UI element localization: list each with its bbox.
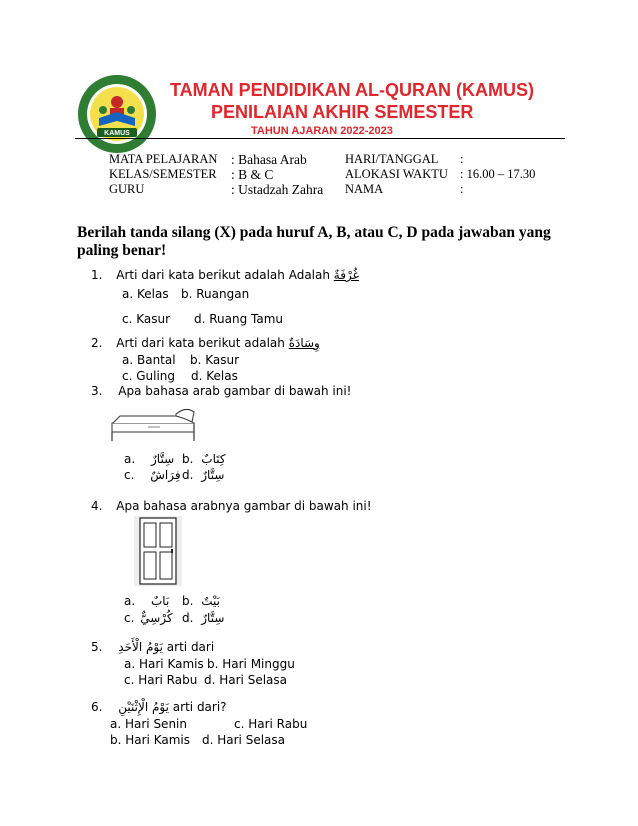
question-number: 2. xyxy=(91,336,103,350)
question-text: Arti dari kata berikut adalah xyxy=(116,336,285,350)
info-row xyxy=(345,167,535,182)
door-image xyxy=(134,516,182,586)
option-d: d. Kelas xyxy=(191,369,238,383)
question-text: arti dari xyxy=(166,640,215,654)
info-right-table xyxy=(345,152,535,197)
option-c: c. Hari Rabu xyxy=(124,673,198,687)
question-5 xyxy=(91,640,214,654)
question-4 xyxy=(91,499,372,513)
option-label: d. xyxy=(182,468,194,482)
header-title-line2: PENILAIAN AKHIR SEMESTER xyxy=(211,102,474,122)
option-arabic: سِتَّارٌ xyxy=(151,452,175,466)
option-d: d. Hari Selasa xyxy=(202,733,285,747)
question-text: Apa bahasa arabnya gambar di bawah ini! xyxy=(116,499,372,513)
option-b: b. Hari Kamis xyxy=(110,733,190,747)
option-label: c. xyxy=(124,468,135,482)
question-number: 5. xyxy=(91,640,103,654)
question-3 xyxy=(91,384,351,398)
option-d: d. Hari Selasa xyxy=(204,673,287,687)
option-label: c. xyxy=(124,611,135,625)
question-2 xyxy=(91,336,320,350)
info-row xyxy=(345,182,535,197)
header-title-line1: TAMAN PENDIDIKAN AL-QURAN (KAMUS) xyxy=(170,80,534,100)
option-arabic: كِتَابٌ xyxy=(201,452,226,466)
info-value: : Ustadzah Zahra xyxy=(231,182,324,197)
option-d xyxy=(182,468,224,482)
arabic-word: يَوْمُ الْأَحَدِ xyxy=(118,640,163,654)
arabic-word: يَوْمُ الْإِثْنَيْنِ xyxy=(118,700,169,714)
info-label: HARI/TANGGAL xyxy=(345,152,439,166)
option-a: a. Hari Senin xyxy=(110,717,187,731)
option-arabic: كُرْسِيٌّ xyxy=(140,611,173,625)
option-c: c. Kasur xyxy=(122,312,171,326)
info-label: ALOKASI WAKTU xyxy=(345,167,448,181)
option-label: a. xyxy=(124,452,136,466)
info-left-table xyxy=(109,152,323,197)
option-label: d. xyxy=(182,611,194,625)
question-6 xyxy=(91,700,227,714)
question-number: 1. xyxy=(91,268,103,282)
question-1 xyxy=(91,268,359,282)
arabic-word: غُرْفَةٌ xyxy=(333,268,359,282)
option-b xyxy=(182,594,220,608)
info-label: KELAS/SEMESTER xyxy=(109,167,217,181)
option-a: a. Hari Kamis xyxy=(124,657,204,671)
option-arabic: سِتَّارٌ xyxy=(201,468,225,482)
arabic-word: وِسَادَةٌ xyxy=(288,336,320,350)
question-number: 4. xyxy=(91,499,103,513)
option-c xyxy=(124,611,173,625)
question-text: arti dari? xyxy=(172,700,227,714)
option-label: a. xyxy=(124,594,136,608)
info-row xyxy=(345,152,535,167)
info-label: MATA PELAJARAN xyxy=(109,152,218,166)
instruction-line1: Berilah tanda silang (X) pada huruf A, B, atau C, D pada jawaban yang xyxy=(77,224,551,241)
question-text: Apa bahasa arab gambar di bawah ini! xyxy=(118,384,352,398)
option-a: a. Bantal xyxy=(122,353,176,367)
option-c: c. Hari Rabu xyxy=(234,717,308,731)
option-label: b. xyxy=(182,594,194,608)
option-b xyxy=(182,452,226,466)
question-text: Arti dari kata berikut adalah Adalah xyxy=(116,268,330,282)
option-c xyxy=(124,468,181,482)
option-a xyxy=(124,594,169,608)
info-value: : xyxy=(460,182,464,196)
option-d xyxy=(182,611,224,625)
option-arabic: بَيْتٌ xyxy=(201,594,221,608)
bed-image xyxy=(108,402,198,442)
option-label: b. xyxy=(182,452,194,466)
option-arabic: فِرَاشٌ xyxy=(150,468,181,482)
info-label: GURU xyxy=(109,182,145,196)
svg-text:KAMUS: KAMUS xyxy=(104,130,130,137)
header-title-line3: TAHUN AJARAN 2022-2023 xyxy=(251,125,393,137)
option-c: c. Guling xyxy=(122,369,176,383)
option-arabic: بَابٌ xyxy=(151,594,170,608)
option-a: a. Kelas xyxy=(122,287,169,301)
option-d: d. Ruang Tamu xyxy=(194,312,284,326)
info-label: NAMA xyxy=(345,182,384,196)
header-divider xyxy=(75,138,565,139)
option-arabic: سِتَّارٌ xyxy=(201,611,225,625)
info-value: : B & C xyxy=(231,167,274,182)
info-row xyxy=(109,182,323,197)
info-row xyxy=(109,152,323,167)
option-a xyxy=(124,452,174,466)
question-number: 3. xyxy=(91,384,103,398)
info-row xyxy=(109,167,323,182)
school-logo xyxy=(77,74,157,154)
option-b: b. Kasur xyxy=(190,353,240,367)
info-value: : Bahasa Arab xyxy=(231,152,307,167)
option-b: b. Hari Minggu xyxy=(207,657,295,671)
option-b: b. Ruangan xyxy=(181,287,250,301)
info-value: : 16.00 – 17.30 xyxy=(460,167,536,181)
info-value: : xyxy=(460,152,464,166)
instruction-line2: paling benar! xyxy=(77,242,167,259)
question-number: 6. xyxy=(91,700,103,714)
